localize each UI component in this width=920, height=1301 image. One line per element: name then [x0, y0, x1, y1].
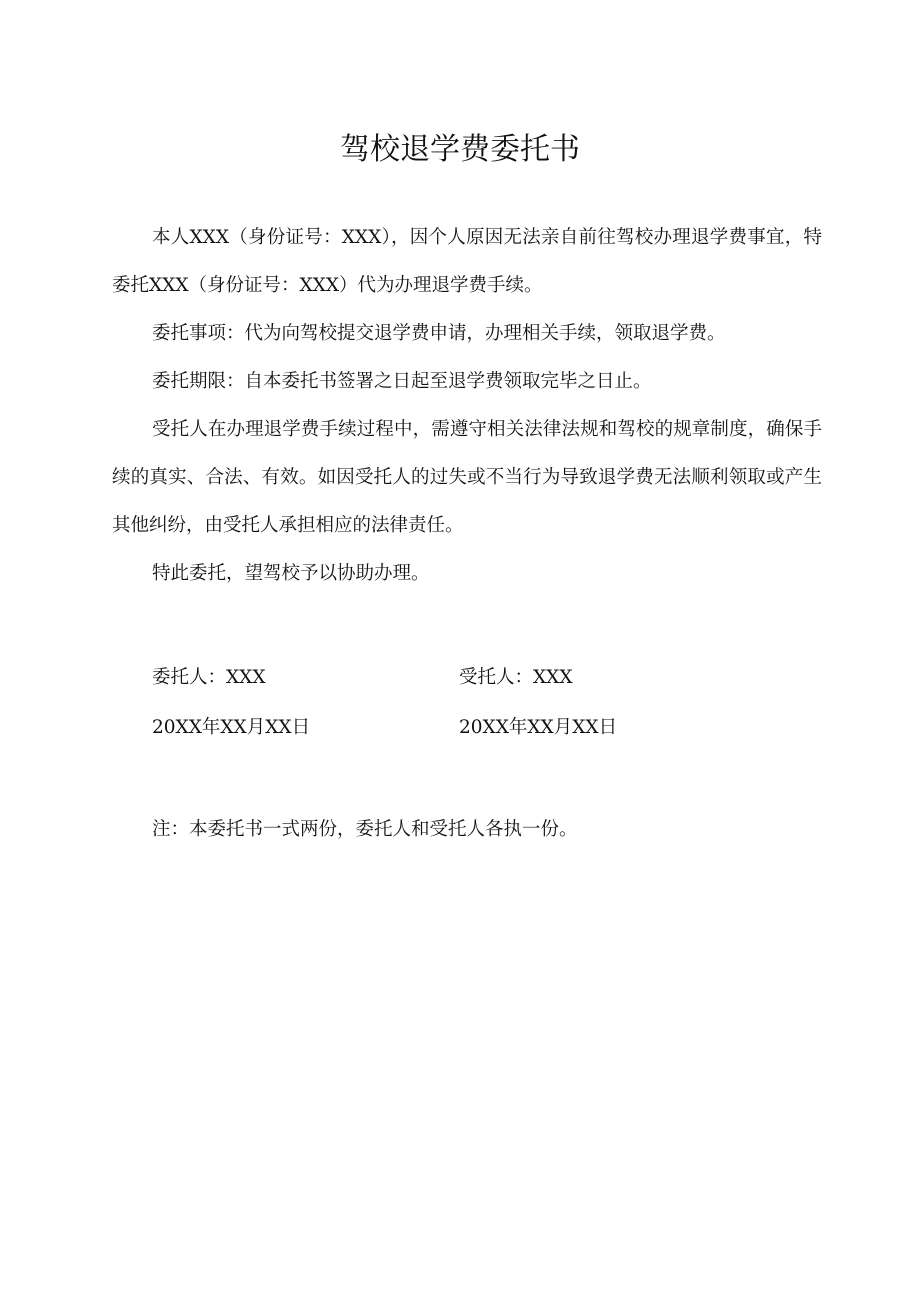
agent-signature-date: 20XX年XX月XX日 [459, 717, 618, 738]
paragraph-intro: 本人XXX（身份证号：XXX），因个人原因无法亲自前往驾校办理退学费事宜，特委托XXX（身份证号：XXX）代为办理退学费手续。 [112, 227, 822, 296]
document-title: 驾校退学费委托书 [340, 132, 580, 167]
paragraph-closing: 特此委托，望驾校予以协助办理。 [152, 563, 430, 584]
principal-signature-date: 20XX年XX月XX日 [152, 717, 311, 738]
paragraph-matters: 委托事项：代为向驾校提交退学费申请，办理相关手续，领取退学费。 [152, 323, 726, 344]
principal-signature-label: 委托人：XXX [152, 667, 266, 688]
document-note: 注：本委托书一式两份，委托人和受托人各执一份。 [152, 819, 578, 840]
agent-signature-label: 受托人：XXX [459, 667, 573, 688]
paragraph-term: 委托期限：自本委托书签署之日起至退学费领取完毕之日止。 [152, 371, 652, 392]
document-body [112, 214, 822, 598]
paragraph-obligations: 受托人在办理退学费手续过程中，需遵守相关法律法规和驾校的规章制度，确保手续的真实、合法、有效。如因受托人的过失或不当行为导致退学费无法顺利领取或产生其他纠纷，由受托人承担相应的法律责任。 [112, 419, 822, 536]
